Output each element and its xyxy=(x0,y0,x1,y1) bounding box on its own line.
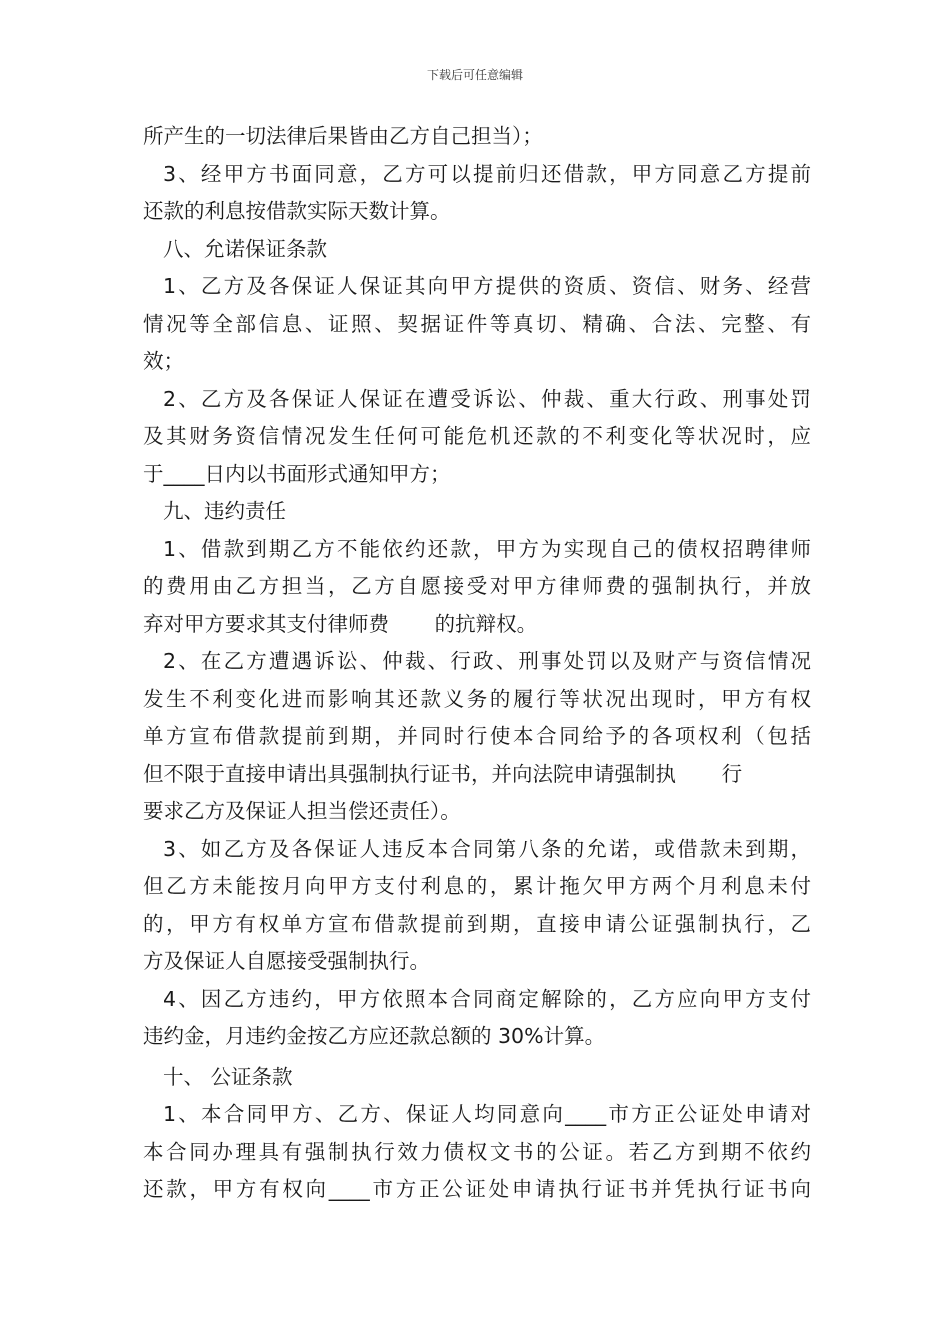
text-line: 违约金，月违约金按乙方应还款总额的 30%计算。 xyxy=(143,1024,606,1048)
text-line: 情况等全部信息、证照、契据证件等真切、精确、合法、完整、有 xyxy=(143,311,811,336)
text-line: 于____日内以书面形式通知甲方； xyxy=(143,461,451,486)
text-line: 的费用由乙方担当，乙方自愿接受对甲方律师费的强制执行，并放 xyxy=(143,574,811,598)
text-line: 发生不利变化进而影响其还款义务的履行等状况出现时，甲方有权 xyxy=(143,686,811,711)
text-line: 还款的利息按借款实际天数计算。 xyxy=(143,199,451,223)
page-header: 下载后可任意编辑 xyxy=(426,68,523,82)
clause-9-1: 1、借款到期乙方不能依约还款，甲方为实现自己的债权招聘律师 xyxy=(163,536,811,561)
clause-7-3: 3、经甲方书面同意，乙方可以提前归还借款，甲方同意乙方提前 xyxy=(163,161,811,186)
text-line: 的，甲方有权单方宣布借款提前到期，直接申请公证强制执行，乙 xyxy=(143,911,811,936)
clause-9-2: 2、在乙方遭遇诉讼、仲裁、行政、刑事处罚以及财产与资信情况 xyxy=(163,649,811,673)
text-line: 效； xyxy=(143,349,184,373)
section-heading-10: 十、 公证条款 xyxy=(163,1064,293,1089)
clause-9-3: 3、如乙方及各保证人违反本合同第八条的允诺，或借款未到期， xyxy=(163,836,811,861)
clause-9-4: 4、因乙方违约，甲方依照本合同商定解除的，乙方应向甲方支付 xyxy=(163,986,811,1011)
section-heading-9: 九、违约责任 xyxy=(163,499,286,523)
text-line: 但不限于直接申请出具强制执行证书，并向法院申请强制执 行 xyxy=(143,761,743,786)
text-line: 方及保证人自愿接受强制执行。 xyxy=(143,949,430,973)
text-line: 弃对甲方要求其支付律师费 的抗辩权。 xyxy=(143,611,538,636)
text-line: 及其财务资信情况发生任何可能危机还款的不利变化等状况时，应 xyxy=(143,424,811,448)
text-line: 还款，甲方有权向____市方正公证处申请执行证书并凭执行证书向 xyxy=(143,1177,811,1201)
clause-8-2: 2、乙方及各保证人保证在遭受诉讼、仲裁、重大行政、刑事处罚 xyxy=(163,386,811,411)
clause-10-1: 1、本合同甲方、乙方、保证人均同意向____市方正公证处申请对 xyxy=(163,1102,811,1126)
text-line: 要求乙方及保证人担当偿还责任）。 xyxy=(143,799,461,823)
section-heading-8: 八、允诺保证条款 xyxy=(163,236,327,261)
document-body xyxy=(143,118,811,1209)
clause-8-1: 1、乙方及各保证人保证其向甲方提供的资质、资信、财务、经营 xyxy=(163,274,811,298)
text-line: 但乙方未能按月向甲方支付利息的，累计拖欠甲方两个月利息未付 xyxy=(143,874,811,898)
text-line: 本合同办理具有强制执行效力债权文书的公证。若乙方到期不依约 xyxy=(143,1139,811,1164)
text-line: 单方宣布借款提前到期，并同时行使本合同给予的各项权利（包括 xyxy=(143,724,811,748)
text-line: 所产生的一切法律后果皆由乙方自己担当）； xyxy=(143,124,543,148)
